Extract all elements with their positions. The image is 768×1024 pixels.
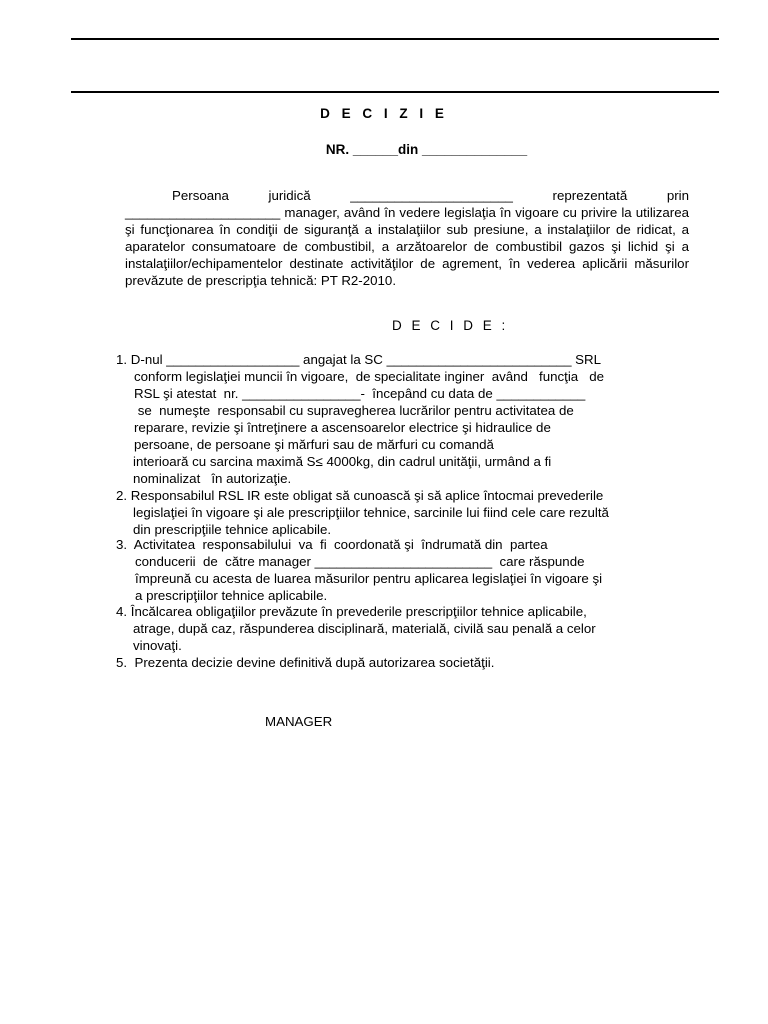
item4-line: vinovaţi. (133, 638, 182, 653)
item1-line: reparare, revizie şi întreţinere a ascensoarelor electrice şi hidraulice de (134, 420, 551, 435)
item3-line: împreună cu acesta de luarea măsurilor pentru aplicarea legislaţiei în vigoare şi (135, 571, 603, 586)
intro-paragraph (125, 187, 689, 289)
document-title: D E C I Z I E (320, 106, 448, 121)
header-top-rule (71, 38, 719, 40)
item1-line: se numeşte responsabil cu supravegherea lucrărilor pentru activitatea de (134, 403, 574, 418)
list-item-4 (116, 603, 596, 654)
item3-line: 3. Activitatea responsabilului va fi coordonată şi îndrumată din partea (116, 537, 548, 552)
list-item-5 (116, 654, 494, 671)
intro-body: _____________________ manager, având în vedere legislaţia în vigoare cu privire la utilizarea şi funcţionarea în condiţii de siguranţă a instalaţiilor sub presiune, a instalaţiilor de ridicat, a aparatelor consumatoare de combustibil, a arzătoarelor de combustibil gazos şi lichid şi a instalaţiilor/echipamentelor destinate activităţilor de agrement, în vederea aplicării măsurilor prevăzute de prescripţia tehnică: PT R2-2010. (125, 205, 689, 288)
item1-line: 1. D-nul __________________ angajat la SC _________________________ SRL (116, 352, 602, 367)
item1-line: RSL şi atestat nr. ________________- începând cu data de ____________ (134, 386, 586, 401)
item2-line: 2. Responsabilul RSL IR este obligat să cunoască şi să aplice întocmai prevederile (116, 488, 604, 503)
intro-first-line: Persoana juridică ______________________ reprezentată prin (172, 188, 689, 203)
item3-line: conducerii de către manager ________________________ care răspunde (135, 554, 585, 569)
item4-line: 4. Încălcarea obligaţiilor prevăzute în prevederile prescripţiilor tehnice aplicabile, (116, 604, 587, 619)
signature-label: MANAGER (265, 714, 333, 729)
list-item-1 (116, 351, 604, 487)
item2-line: din prescripţiile tehnice aplicabile. (133, 522, 332, 537)
list-item-3 (116, 536, 602, 604)
item3-line: a prescripţiilor tehnice aplicabile. (135, 588, 328, 603)
item1-line: conform legislaţiei muncii în vigoare, de specialitate inginer având funcţia de (134, 369, 605, 384)
header-bottom-rule (71, 91, 719, 93)
decide-heading: D E C I D E : (392, 318, 509, 333)
item4-line: atrage, după caz, răspunderea disciplinară, materială, civilă sau penală a celor (133, 621, 596, 636)
item1-line: interioară cu sarcina maximă S≤ 4000kg, din cadrul unităţii, urmând a fi (133, 454, 552, 469)
list-item-2 (116, 487, 609, 538)
decision-number-line: NR. ______din ______________ (325, 142, 528, 157)
item1-line: persoane, de persoane şi mărfuri sau de mărfuri cu comandă (134, 437, 494, 452)
item2-line: legislaţiei în vigoare şi ale prescripţiilor tehnice, sarcinile lui fiind cele care rezultă (133, 505, 609, 520)
item1-line: nominalizat în autorizaţie. (133, 471, 292, 486)
item5-line: 5. Prezenta decizie devine definitivă după autorizarea societăţii. (116, 655, 495, 670)
